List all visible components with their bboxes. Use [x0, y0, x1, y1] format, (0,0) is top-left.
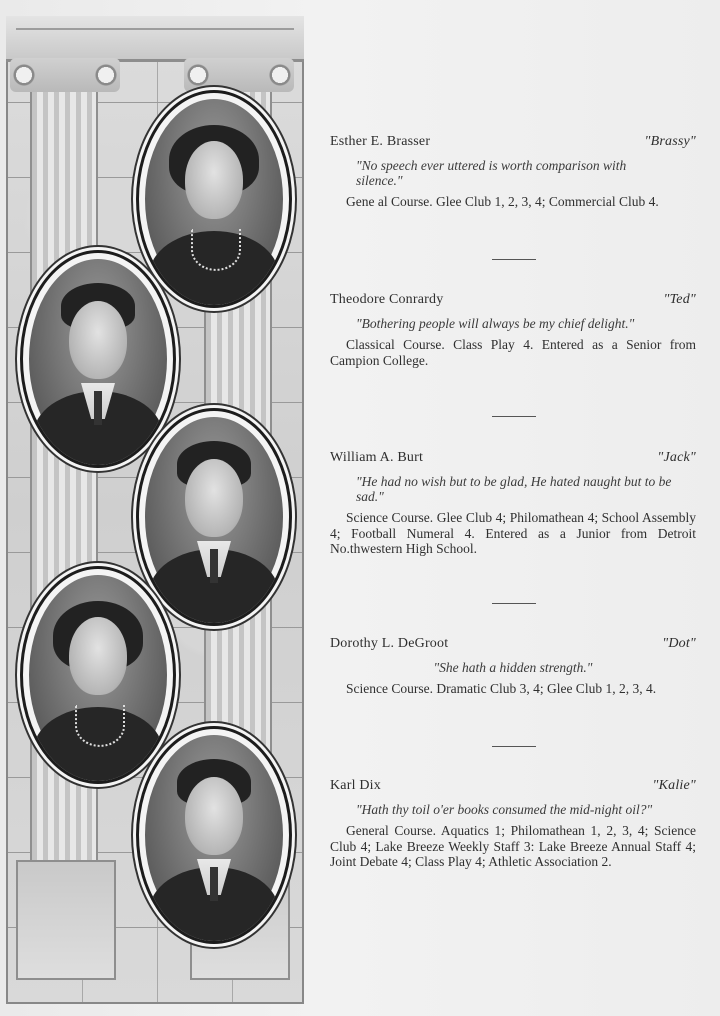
entry-divider [492, 746, 536, 747]
senior-entry [330, 292, 696, 368]
portrait-theodore-conrardy [20, 250, 176, 468]
entry-heading [330, 636, 696, 652]
student-activities: Science Course. Glee Club 4; Philomathean 4; School Assembly 4; Football Numeral 4. Entered as a Junior from Detroit No.thwestern High School. [330, 510, 696, 556]
entry-divider [492, 416, 536, 417]
entry-heading [330, 778, 696, 794]
entry-heading [330, 450, 696, 466]
entry-divider [492, 603, 536, 604]
entry-heading [330, 134, 696, 150]
student-name: Esther E. Brasser [330, 134, 431, 149]
student-nickname: "Kalie" [652, 778, 696, 793]
student-quote: "Hath thy toil o'er books consumed the mid-night oil?" [356, 802, 653, 817]
student-nickname: "Ted" [663, 292, 696, 307]
entry-heading [330, 292, 696, 308]
student-quote: "No speech ever uttered is worth comparison with silence." [356, 158, 627, 188]
student-activities: Gene al Course. Glee Club 1, 2, 3, 4; Commercial Club 4. [346, 194, 659, 209]
student-quote: "Bothering people will always be my chief delight." [356, 316, 635, 331]
student-name: William A. Burt [330, 450, 424, 465]
student-activities: Classical Course. Class Play 4. Entered as a Senior from Campion College. [330, 337, 696, 368]
student-nickname: "Jack" [657, 450, 696, 465]
student-quote: "She hath a hidden strength." [433, 660, 593, 675]
senior-entry [330, 134, 696, 210]
student-activities: Science Course. Dramatic Club 3, 4; Glee Club 1, 2, 3, 4. [346, 681, 657, 696]
student-name: Theodore Conrardy [330, 292, 444, 307]
student-name: Dorothy L. DeGroot [330, 636, 449, 651]
portrait-william-burt [136, 408, 292, 626]
student-quote: "He had no wish but to be glad, He hated naught but to be sad." [356, 474, 672, 504]
student-activities: General Course. Aquatics 1; Philomathean 1, 2, 3, 4; Science Club 4; Lake Breeze Weekly Staff 3: Lake Breeze Annual Staff 4; Joint Debate 4; Class Play 4; Athletic Association 2. [330, 823, 696, 869]
student-nickname: "Brassy" [644, 134, 696, 149]
column-entablature [6, 16, 304, 62]
student-nickname: "Dot" [662, 636, 696, 651]
left-ionic-capital [10, 58, 120, 92]
portrait-dorothy-degroot [20, 566, 176, 784]
left-fluted-pillar [30, 62, 98, 942]
left-pillar-base [16, 860, 116, 980]
senior-entry [330, 778, 696, 870]
senior-entry [330, 636, 696, 697]
portrait-karl-dix [136, 726, 292, 944]
right-ionic-capital [184, 58, 294, 92]
portrait-esther-brasser [136, 90, 292, 308]
entry-divider [492, 259, 536, 260]
senior-entry [330, 450, 696, 557]
student-name: Karl Dix [330, 778, 381, 793]
